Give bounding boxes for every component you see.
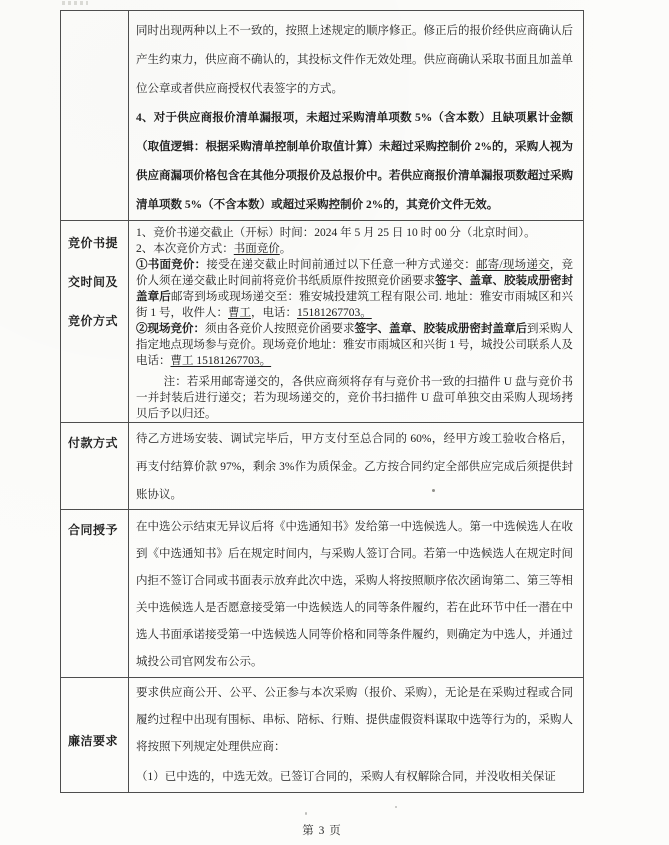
method-line — [136, 241, 573, 257]
text-run: 到采购人指定地点现场参与竞价。现场竞价地址：雅安市雨城区和兴街 1 号，城投公司联系人及电话： — [136, 323, 573, 367]
row-bid-submission — [61, 221, 583, 423]
bid-submission-text — [129, 221, 583, 422]
paragraph-bold: 4、对于供应商报价清单漏报项，未超过采购清单项数 5%（含本数）且缺项累计金额（取值逻辑：根据采购清单控制单价取值计算）未超过采购控制价 2%的，采购人视为供应商漏项价格包含在其他分项报价及总报价中。若供应商报价清单漏报项数超过采购清单项数 5%（不含本数）或超过采购控制价 2%的，其竞价文件无效。 — [136, 112, 573, 211]
tender-conditions-table — [60, 10, 584, 793]
method-prefix: 2、本次竞价方式： — [136, 243, 234, 255]
row-contract-award — [61, 510, 583, 678]
contract-award-text — [129, 510, 583, 677]
row-payment-terms — [61, 423, 583, 510]
method-value: 书面竞价 — [233, 243, 280, 255]
header-contract-award: 合同授予 — [61, 510, 129, 677]
header-bid-submission: 竞价书提交时间及竞价方式 — [61, 221, 129, 422]
scan-dot — [395, 806, 397, 808]
seal-requirement-bold: 签字、盖章、胶装成册密封盖章后 — [354, 323, 527, 335]
text-run: ，电话： — [251, 307, 297, 319]
page-number: 第 3 页 — [302, 825, 342, 837]
header-integrity-requirements: 廉洁要求 — [61, 678, 129, 792]
seal-requirement-bold: 签字、盖章、胶装成册密封盖章后 — [136, 275, 573, 303]
text-run: ，竞价人须在递交截止时间前将竞价书纸质原件按照竞价函要求 — [136, 259, 574, 287]
header-cell-empty — [61, 11, 129, 220]
text-run: 须由各竞价人按照竞价函要求 — [205, 323, 355, 335]
method-suffix: 。 — [279, 243, 292, 255]
row-price-correction — [61, 11, 583, 221]
delivery-methods-underlined: 邮寄/现场递交 — [476, 259, 550, 271]
onsite-bidding-paragraph — [136, 321, 573, 369]
paragraph: 同时出现两种以上不一致的，按照上述规定的顺序修正。修正后的报价经供应商确认后产生约束力，供应商不确认的，其投标文件作无效处理。供应商确认采取书面且加盖单位公章或者供应商授权代表签字的方式。 — [136, 25, 573, 95]
usb-note-paragraph: 注：若采用邮寄递交的，各供应商须将存有与竞价书一致的扫描件 U 盘与竞价书一并封装后进行递交；若为现场递交的，竞价书扫描件 U 盘可单独交由采购人现场拷贝后予以归还。 — [136, 376, 573, 420]
paragraph: 在中选公示结束无异议后将《中选通知书》发给第一中选候选人。第一中选候选人在收到《中选通知书》后在规定时间内，与采购人签订合同。若第一中选候选人在规定时间内拒不签订合同或书面表示放弃此次中选，采购人将按照顺序依次函询第二、第三等相关中选候选人是否愿意接受第一中选候选人的同等条件履约，若在此环节中任一潜在中选人书面承诺接受第一中选候选人同等价格和同等条件履约，则确定为中选人，并通过城投公司官网发布公示。 — [136, 521, 573, 668]
paragraph: 待乙方进场安装、调试完毕后，甲方支付至总合同的 60%，经甲方竣工验收合格后，再支付结算价款 97%，剩余 3%作为质保金。乙方按合同约定全部供应完成后须提供封账协议。 — [136, 433, 573, 501]
text-run: 邮寄到场或现场递交至：雅安城投建筑工程有限公司. 地址：雅安市雨城区和兴街 1 号，收件人： — [136, 291, 573, 319]
written-bidding-paragraph — [136, 257, 573, 321]
payment-terms-text — [129, 423, 583, 509]
price-correction-text — [129, 11, 583, 220]
text-run: 接受在递交截止时间前通过以下任意一种方式递交： — [206, 259, 477, 271]
deadline-line: 1、竞价书递交截止（开标）时间：2024 年 5 月 25 日 10 时 00 分（北京时间）。 — [136, 227, 536, 239]
scan-dot — [305, 812, 307, 815]
integrity-requirements-text — [129, 678, 583, 792]
header-payment-terms: 付款方式 — [61, 423, 129, 509]
paragraph: 要求供应商公开、公平、公正参与本次采购（报价、采购），无论是在采购过程或合同履约过程中出现有围标、串标、陪标、行贿、提供虚假资料谋取中选等行为的，采购人将按照下列规定处理供应商： — [136, 687, 573, 753]
recipient-name-underlined: 曹工 — [228, 307, 251, 319]
written-bidding-label: ①书面竞价： — [136, 259, 207, 271]
row-integrity-requirements — [61, 678, 583, 792]
scan-dot — [432, 489, 435, 492]
scan-smudge — [62, 1, 88, 5]
onsite-bidding-label: ②现场竞价： — [136, 323, 205, 335]
paragraph: （1）已中选的，中选无效。已签订合同的，采购人有权解除合同，并没收相关保证 — [136, 771, 556, 783]
phone-number-underlined: 15181267703。 — [297, 307, 372, 319]
contact-underlined: 曹工 15181267703。 — [170, 355, 272, 367]
